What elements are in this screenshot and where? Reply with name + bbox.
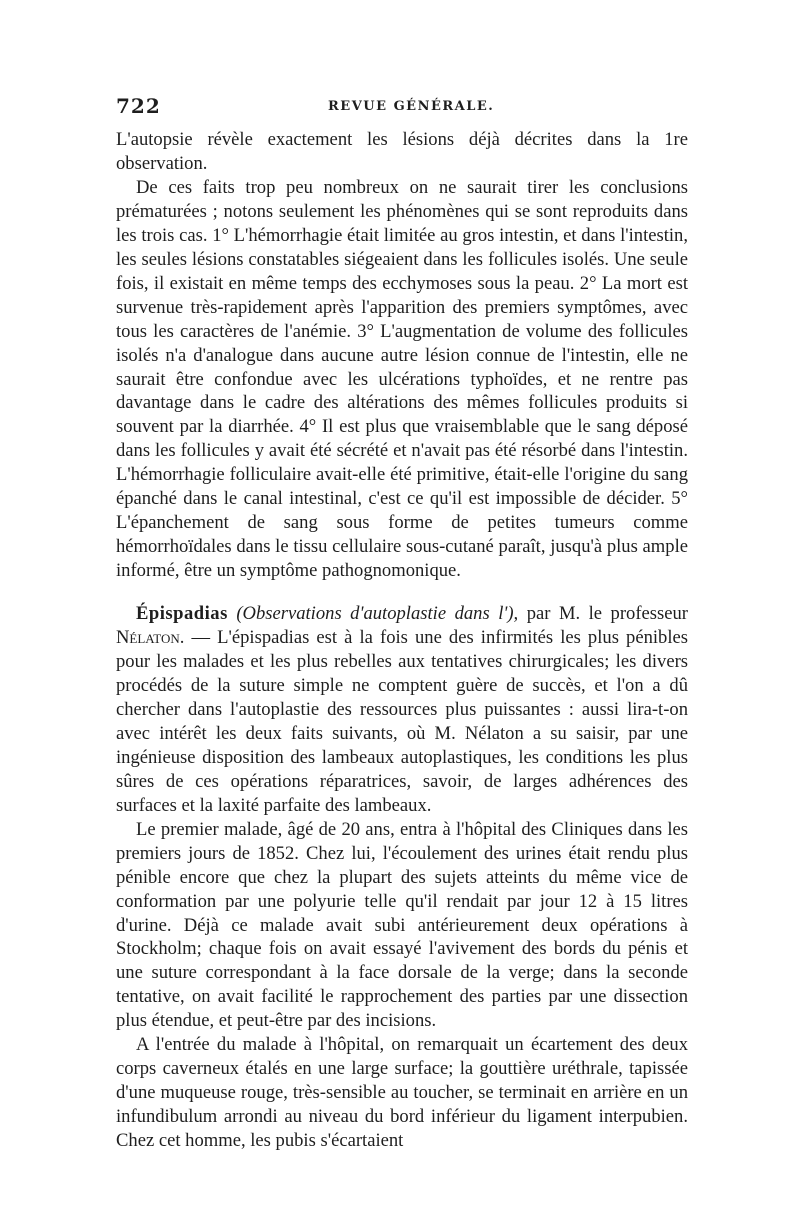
- book-page: [116, 94, 688, 1153]
- journal-title: REVUE GÉNÉRALE.: [328, 99, 495, 114]
- body-text: [116, 128, 688, 1153]
- section-author: Nélaton.: [116, 627, 185, 649]
- section-spacer: [116, 583, 688, 602]
- paragraph-conclusions: De ces faits trop peu nombreux on ne saurait tirer les conclusions prématurées ; notons seulement les phénomènes qui se sont reproduits dans les trois cas. 1° L'hémorrhagie était limitée au gros intestin, et dans l'intestin, les seules lésions constatables siégeaient dans les follicules isolés. Une seule fois, il existait en même temps des ecchymoses sous la peau. 2° La mort est survenue très-rapidement après l'apparition des premiers symptômes, avec tous les caractères de l'anémie. 3° L'augmentation de volume des follicules isolés n'a d'analogue dans aucune autre lésion connue de l'intestin, elle ne saurait être confondue avec les ulcérations typhoïdes, et ne rentre pas davantage dans le cadre des altérations des mêmes follicules produits si souvent par la diarrhée. 4° Il est plus que vraisemblable que le sang déposé dans les follicules y avait été sécrété et n'avait pas été résorbé dans l'intestin. L'hémorrhagie folliculaire avait-elle été primitive, était-elle l'origine du sang épanché dans le canal intestinal, c'est ce qu'il est impossible de décider. 5° L'épanchement de sang sous forme de petites tumeurs comme hémorrhoïdales dans le tissu cellulaire sous-cutané paraît, jusqu'à plus ample informé, être un symptôme pathognomonique.: [116, 176, 688, 582]
- section-subtitle: (Observations d'autoplastie dans l'),: [236, 603, 519, 625]
- paragraph-hospital-entry: A l'entrée du malade à l'hôpital, on remarquait un écartement des deux corps caverneux étalés en une large surface; la gouttière uréthrale, tapissée d'une muqueuse rouge, très-sensible au toucher, se terminait en arrière en un infundibulum arrondi au niveau du bord inférieur du ligament interpubien. Chez cet homme, les pubis s'écartaient: [116, 1034, 688, 1152]
- page-number: 722: [116, 94, 161, 118]
- paragraph-epispadias-intro: [116, 602, 688, 818]
- paragraph-first-patient: Le premier malade, âgé de 20 ans, entra à l'hôpital des Cliniques dans les premiers jours de 1852. Chez lui, l'écoulement des urines était rendu plus pénible encore que chez la plupart des sujets atteints du même vice de conformation par une polyurie telle qu'il rendait par jour 12 à 15 litres d'urine. Déjà ce malade avait subi antérieurement deux opérations à Stockholm; chaque fois on avait essayé l'avivement des bords du pénis et une suture correspondant à la face dorsale de la verge; dans la seconde tentative, on avait facilité le rapprochement des parties par une dissection plus étendue, et peut-être par des incisions.: [116, 818, 688, 1032]
- section-title: Épispadias: [136, 603, 228, 625]
- running-head: [116, 94, 688, 128]
- paragraph-autopsy: L'autopsie révèle exactement les lésions déjà décrites dans la 1re observation.: [116, 129, 688, 174]
- section-intro-text: — L'épispadias est à la fois une des infirmités les plus pénibles pour les malades et les plus rebelles aux tentatives chirurgicales; les divers procédés de la suture simple ne comptent guère de succès, et l'on a dû chercher dans l'autoplastie des ressources plus puissantes : aussi lira-t-on avec intérêt les deux faits suivants, où M. Nélaton a su saisir, par une ingénieuse disposition des lambeaux autoplastiques, les conditions les plus sûres de ces opérations réparatrices, savoir, de larges adhérences des surfaces et la laxité parfaite des lambeaux.: [116, 627, 688, 816]
- section-byline: par M. le professeur: [526, 603, 688, 625]
